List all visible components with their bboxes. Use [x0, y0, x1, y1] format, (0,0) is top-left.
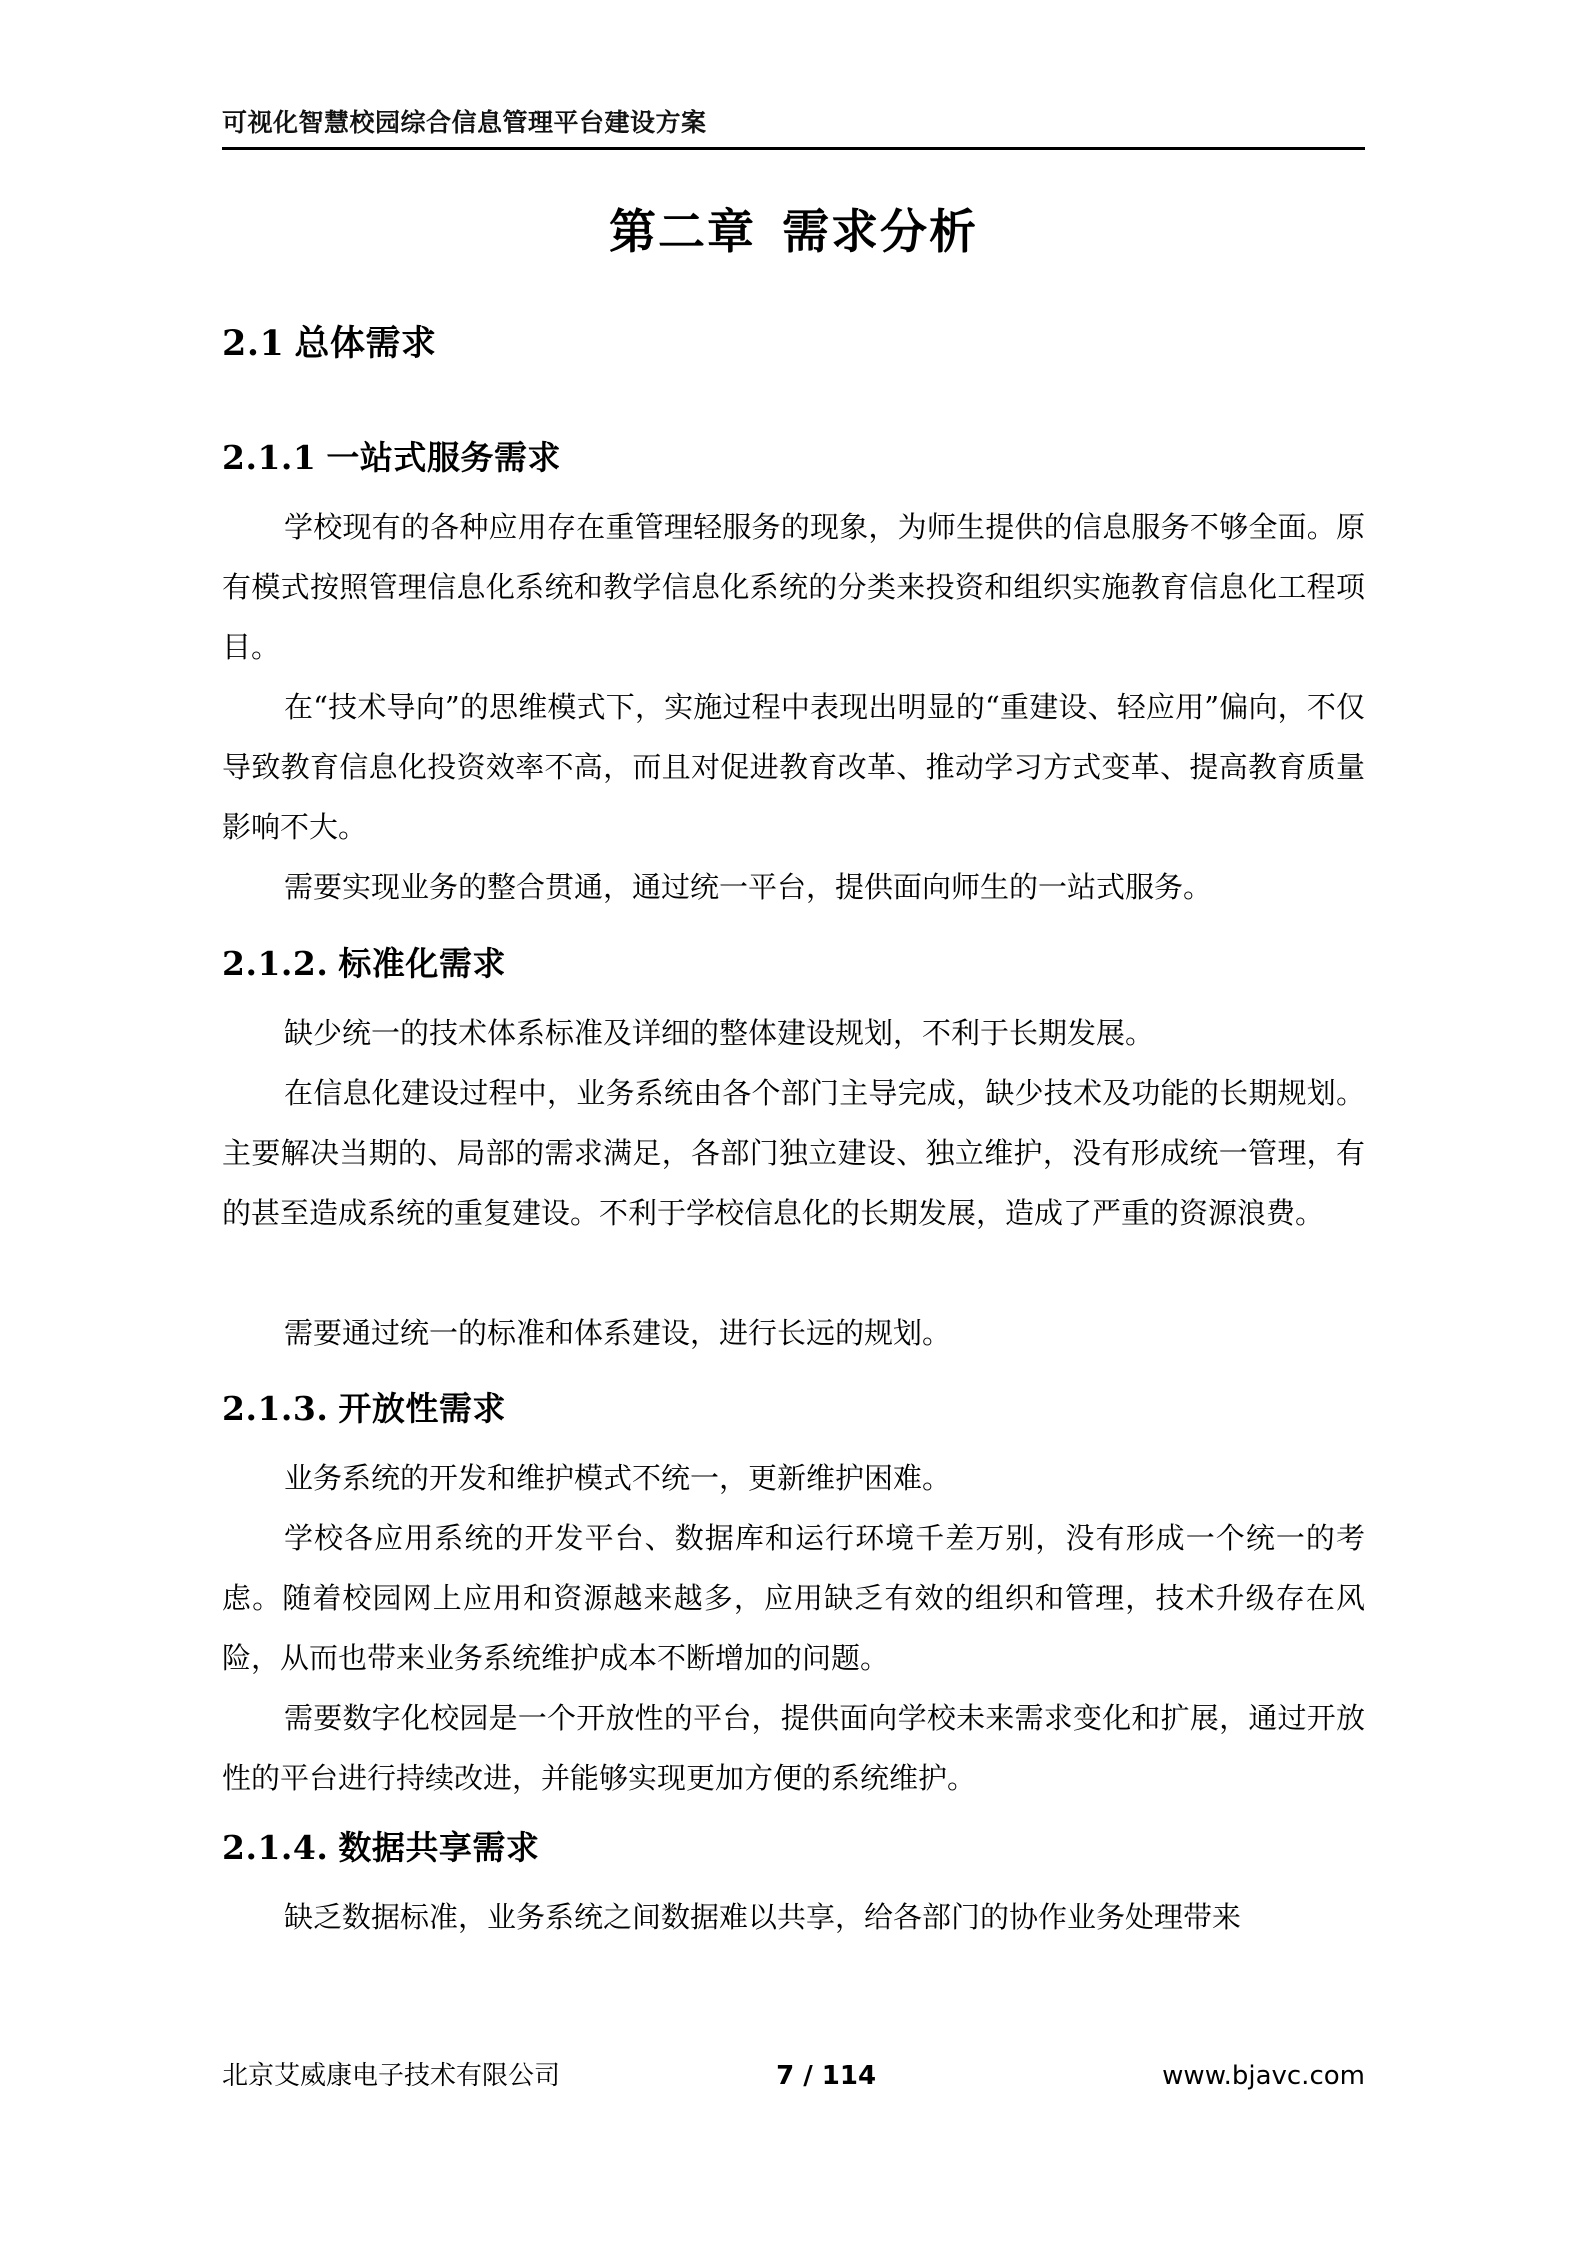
- paragraph-2-1-2-b: 在信息化建设过程中，业务系统由各个部门主导完成，缺少技术及功能的长期规划。主要解决当期的、局部的需求满足，各部门独立建设、独立维护，没有形成统一管理，有的甚至造成系统的重复建设。不利于学校信息化的长期发展，造成了严重的资源浪费。: [222, 1076, 1365, 1230]
- footer-page-number: 7 / 114: [776, 2061, 877, 2091]
- paragraph-2-1-1-c: 需要实现业务的整合贯通，通过统一平台，提供面向师生的一站式服务。: [284, 870, 1213, 904]
- running-header: [222, 108, 1365, 150]
- header-title: 可视化智慧校园综合信息管理平台建设方案: [222, 108, 707, 137]
- page-content: [222, 0, 1365, 2245]
- heading-2-1-3: [222, 1383, 506, 1430]
- page-footer: [222, 2055, 1365, 2092]
- header-divider: [222, 147, 1365, 150]
- paragraph-2-1-3-b: 学校各应用系统的开发平台、数据库和运行环境千差万别，没有形成一个统一的考虑。随着校园网上应用和资源越来越多，应用缺乏有效的组织和管理，技术升级存在风险，从而也带来业务系统维护成本不断增加的问题。: [222, 1521, 1365, 1675]
- heading-2-1-1: [222, 432, 561, 479]
- heading-2-1-1-number: 2.1.1: [222, 438, 317, 477]
- paragraph-2-1-2-c: 需要通过统一的标准和体系建设，进行长远的规划。: [284, 1316, 952, 1350]
- paragraph-2-1-4-a: 缺乏数据标准，业务系统之间数据难以共享，给各部门的协作业务处理带来: [284, 1900, 1242, 1934]
- heading-2-1-3-label: 开放性需求: [338, 1389, 506, 1428]
- heading-2-1-2: [222, 938, 506, 985]
- heading-2-1-4: [222, 1822, 539, 1869]
- heading-2-1-2-number: 2.1.2.: [222, 944, 329, 983]
- chapter-title: [222, 195, 1365, 262]
- paragraph-2-1-2-a: 缺少统一的技术体系标准及详细的整体建设规划，不利于长期发展。: [284, 1016, 1155, 1050]
- chapter-name: 需求分析: [782, 205, 978, 260]
- chapter-number: 第二章: [609, 205, 756, 260]
- footer-company: 北京艾威康电子技术有限公司: [222, 2061, 561, 2091]
- paragraph-2-1-1-a: 学校现有的各种应用存在重管理轻服务的现象，为师生提供的信息服务不够全面。原有模式按照管理信息化系统和教学信息化系统的分类来投资和组织实施教育信息化工程项目。: [222, 510, 1365, 664]
- heading-2-1-number: 2.1: [222, 323, 285, 364]
- heading-2-1-3-number: 2.1.3.: [222, 1389, 329, 1428]
- heading-2-1: [222, 316, 436, 366]
- footer-website: www.bjavc.com: [1162, 2061, 1365, 2091]
- heading-2-1-4-number: 2.1.4.: [222, 1828, 329, 1867]
- heading-2-1-1-label: 一站式服务需求: [326, 438, 561, 477]
- paragraph-2-1-3-a: 业务系统的开发和维护模式不统一，更新维护困难。: [284, 1461, 952, 1495]
- heading-2-1-4-label: 数据共享需求: [338, 1828, 540, 1867]
- paragraph-2-1-3-c: 需要数字化校园是一个开放性的平台，提供面向学校未来需求变化和扩展，通过开放性的平台进行持续改进，并能够实现更加方便的系统维护。: [222, 1701, 1365, 1795]
- paragraph-2-1-1-b: 在“技术导向”的思维模式下，实施过程中表现出明显的“重建设、轻应用”偏向，不仅导致教育信息化投资效率不高，而且对促进教育改革、推动学习方式变革、提高教育质量影响不大。: [222, 690, 1365, 844]
- heading-2-1-label: 总体需求: [294, 323, 437, 364]
- heading-2-1-2-label: 标准化需求: [338, 944, 506, 983]
